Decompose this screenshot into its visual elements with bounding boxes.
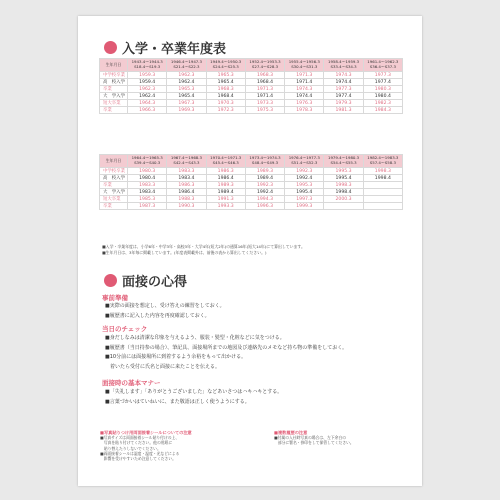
table-cell: 1962.4 (167, 79, 206, 86)
table-cell: 1999.3 (285, 203, 324, 210)
table-cell: 1998.3 (363, 168, 402, 175)
table-cell: 1968.4 (245, 79, 284, 86)
footer-line: 貼り替えたりしないでください。 (100, 445, 161, 451)
footer-title: ■複数履歴の注意 (274, 430, 308, 435)
table-cell: 1982.3 (363, 100, 402, 107)
table-cell: 1987.3 (128, 203, 167, 210)
row-label: 卒業 (100, 203, 128, 210)
table-row (100, 107, 403, 114)
table-cell: 1962.3 (128, 86, 167, 93)
header-cell: 1964.4〜1965.3 S39.4〜S40.3 (128, 155, 167, 168)
header-cell: 1946.4〜1947.3 S21.4〜S22.3 (167, 59, 206, 72)
row-label: 中学校卒業 (100, 72, 128, 79)
section-title: 面接の心得 (122, 275, 188, 290)
row-label: 卒業 (100, 182, 128, 189)
table-cell: 1973.3 (245, 100, 284, 107)
table-cell: 1966.3 (128, 107, 167, 114)
table-cell: 1962.4 (128, 93, 167, 100)
table-cell: 1989.4 (245, 175, 284, 182)
table-row (100, 100, 403, 107)
table-cell: 1965.3 (206, 72, 245, 79)
preparation-list (105, 302, 401, 321)
table-cell: 1991.3 (206, 196, 245, 203)
table-notes (102, 244, 305, 255)
footer-title: ■写真貼りつけ用両面接着シールについての注意 (100, 430, 192, 435)
row-label: 短大卒業 (100, 100, 128, 107)
table-cell: 1983.4 (128, 189, 167, 196)
table-cell: 1983.3 (128, 182, 167, 189)
table-cell: 1993.3 (206, 203, 245, 210)
table-cell: 1968.3 (206, 86, 245, 93)
header-cell: 1982.4〜1983.3 S57.4〜S58.3 (363, 155, 402, 168)
table-cell: 1977.4 (363, 79, 402, 86)
enrollment-table-2 (99, 154, 403, 210)
table-cell: 1977.4 (324, 93, 363, 100)
table-cell (363, 189, 402, 196)
table-cell: 1959.3 (128, 72, 167, 79)
footer-multiple-note (274, 430, 414, 446)
table-cell: 1986.3 (167, 182, 206, 189)
row-label: 高 校入学 (100, 175, 128, 182)
table-cell: 1998.4 (324, 189, 363, 196)
table-cell: 1988.3 (167, 196, 206, 203)
table-cell (363, 182, 402, 189)
table-row (100, 86, 403, 93)
table-cell: 1965.4 (206, 79, 245, 86)
table-cell: 1992.4 (245, 189, 284, 196)
table-cell: 1995.3 (324, 168, 363, 175)
table-cell: 1975.3 (245, 107, 284, 114)
table-cell: 1986.4 (206, 175, 245, 182)
table-cell: 1989.4 (206, 189, 245, 196)
table-cell (363, 203, 402, 210)
table-cell: 1995.3 (285, 182, 324, 189)
table-cell: 1980.3 (363, 86, 402, 93)
table-row (100, 72, 403, 79)
footer-photo-note (100, 430, 240, 461)
list-item: ■履歴書（当日持参の場合）、筆記具、面接場所までの地図及び連絡先のメモなど持ち物の準備をしておく。 (105, 344, 348, 351)
subheading-manner: 面接時の基本マナー (102, 379, 161, 387)
header-cell: 1952.4〜1953.3 S27.4〜S28.3 (245, 59, 284, 72)
section-heading-enrollment (104, 38, 226, 57)
table-cell: 1981.3 (324, 107, 363, 114)
table-cell: 1969.3 (167, 107, 206, 114)
enrollment-table-1 (99, 58, 403, 114)
table-cell: 1977.3 (363, 72, 402, 79)
table-cell: 1974.3 (324, 72, 363, 79)
resume-guide-page (78, 16, 422, 486)
table-cell: 1959.4 (128, 79, 167, 86)
table-cell (363, 196, 402, 203)
header-cell: 1958.4〜1959.3 S33.4〜S34.3 (324, 59, 363, 72)
header-birthdate-cell: 生年月日 (100, 59, 128, 72)
row-label: 短大卒業 (100, 196, 128, 203)
note-line: ■生年月日は、3年毎に掲載しています。(年度表掲載外は、前後の表から算出してください。) (102, 249, 267, 255)
table-cell: 1992.4 (285, 175, 324, 182)
table-cell: 1978.3 (285, 107, 324, 114)
note-line: ■入学・卒業年度は、小学6年・中学3年・高校3年・大学4年(短大2年)の通算16年(短大14年)にて算出しています。 (102, 244, 305, 249)
table-row (100, 79, 403, 86)
table-cell: 1971.4 (285, 79, 324, 86)
table-cell: 1968.3 (245, 72, 284, 79)
section-heading-interview (104, 271, 187, 290)
subheading-day-check: 当日のチェック (102, 325, 148, 333)
table-cell: 1997.3 (285, 196, 324, 203)
table-cell: 1970.3 (206, 100, 245, 107)
table-cell: 1974.4 (324, 79, 363, 86)
table-cell: 1972.3 (206, 107, 245, 114)
list-item: 着いたら受付に氏名と面接に来たことを伝える。 (105, 363, 221, 370)
table-cell: 1983.3 (167, 168, 206, 175)
table-cell: 1974.4 (285, 93, 324, 100)
table-row (100, 203, 403, 210)
table-cell: 1983.4 (167, 175, 206, 182)
header-cell: 1967.4〜1968.3 S42.4〜S43.3 (167, 155, 206, 168)
header-cell: 1973.4〜1974.3 S48.4〜S49.3 (245, 155, 284, 168)
table-cell: 1992.3 (285, 168, 324, 175)
row-label: 卒業 (100, 86, 128, 93)
table-cell: 1962.3 (167, 72, 206, 79)
table-row (100, 168, 403, 175)
header-cell: 1976.4〜1977.3 S51.4〜S52.3 (285, 155, 324, 168)
table-cell: 1995.4 (285, 189, 324, 196)
header-cell: 1961.4〜1962.3 S36.4〜S37.3 (363, 59, 402, 72)
table-cell: 1979.3 (324, 100, 363, 107)
table-cell: 1984.3 (363, 107, 402, 114)
table-cell: 1965.4 (167, 93, 206, 100)
table-cell: 1995.4 (324, 175, 363, 182)
table-cell: 1967.3 (167, 100, 206, 107)
table-cell: 2000.3 (324, 196, 363, 203)
table-cell: 1998.3 (324, 182, 363, 189)
table-cell: 1980.3 (128, 168, 167, 175)
row-label: 高 校入学 (100, 79, 128, 86)
table-cell: 1986.3 (206, 168, 245, 175)
row-label: 中学校卒業 (100, 168, 128, 175)
table-row (100, 196, 403, 203)
header-cell: 1970.4〜1971.3 S45.4〜S46.3 (206, 155, 245, 168)
table-cell: 1968.4 (206, 93, 245, 100)
table-cell: 1971.3 (285, 72, 324, 79)
footer-line: ■両面接着シールは湿度・温度・光などによる (100, 450, 180, 456)
day-check-list (105, 334, 401, 372)
table-cell: 1986.4 (167, 189, 206, 196)
table-cell: 1971.3 (245, 86, 284, 93)
table-cell: 1989.3 (245, 168, 284, 175)
table-cell: 1989.3 (206, 182, 245, 189)
list-item: ■実際の面接を想定し、受け答えの練習をしておく。 (105, 303, 225, 309)
row-label: 大 学入学 (100, 93, 128, 100)
table-cell: 1974.3 (285, 86, 324, 93)
table-cell: 1971.4 (245, 93, 284, 100)
row-label: 卒業 (100, 107, 128, 114)
table-cell: 1977.3 (324, 86, 363, 93)
table-cell: 1994.3 (245, 196, 284, 203)
header-birthdate-cell: 生年月日 (100, 155, 128, 168)
table-cell: 1980.4 (363, 93, 402, 100)
footer-line: 写真を貼り付けてください。他の用紙に (100, 440, 173, 446)
table-cell: 1998.4 (363, 175, 402, 182)
footer-line: ■付属の入社時写真の場合は、左下余白の (274, 435, 346, 441)
table-cell: 1992.3 (245, 182, 284, 189)
table-cell: 1976.3 (285, 100, 324, 107)
table-cell: 1965.3 (167, 86, 206, 93)
footer-line: ■写真サイズは両面接着シール貼り付けの上、 (100, 435, 180, 441)
header-cell: 1949.4〜1950.3 S24.4〜S25.3 (206, 59, 245, 72)
heading-circle-icon (104, 41, 117, 54)
heading-circle-icon (104, 274, 117, 287)
list-item: ■履歴書に記入した内容を再度確認しておく。 (105, 312, 210, 319)
table-cell (324, 203, 363, 210)
table-row (100, 189, 403, 196)
table-row (100, 175, 403, 182)
footer-line: 影響を受けやすいため注意してください。 (100, 456, 176, 462)
header-cell: 1943.4〜1944.3 S18.4〜S19.3 (128, 59, 167, 72)
list-item: ■「失礼します」「ありがとうございました」などあいさつはハキハキとする。 (105, 389, 283, 395)
list-item: ■言葉づかいはていねいに、また敬語は正しく使うようにする。 (105, 398, 250, 405)
header-cell: 1955.4〜1956.3 S30.4〜S31.3 (285, 59, 324, 72)
table-cell: 1985.3 (128, 196, 167, 203)
table-row (100, 182, 403, 189)
row-label: 大 学入学 (100, 189, 128, 196)
table-cell: 1964.3 (128, 100, 167, 107)
list-item: ■身だしなみは清潔な印象を与えるよう、服装・髪型・化粧などに気をつける。 (105, 335, 285, 341)
subheading-preparation: 事前準備 (102, 294, 128, 302)
header-cell: 1979.4〜1980.3 S54.4〜S55.3 (324, 155, 363, 168)
table-cell: 1980.4 (128, 175, 167, 182)
list-item: ■10分前には面接場所に到着するよう余裕をもって出かける。 (105, 354, 247, 360)
footer-line: 部分に署名・捺印をして保管してください。 (274, 440, 354, 446)
section-title: 入学・卒業年度表 (122, 42, 227, 57)
table-row (100, 93, 403, 100)
table-cell: 1996.3 (245, 203, 284, 210)
manner-list (105, 388, 401, 407)
table-cell: 1990.3 (167, 203, 206, 210)
